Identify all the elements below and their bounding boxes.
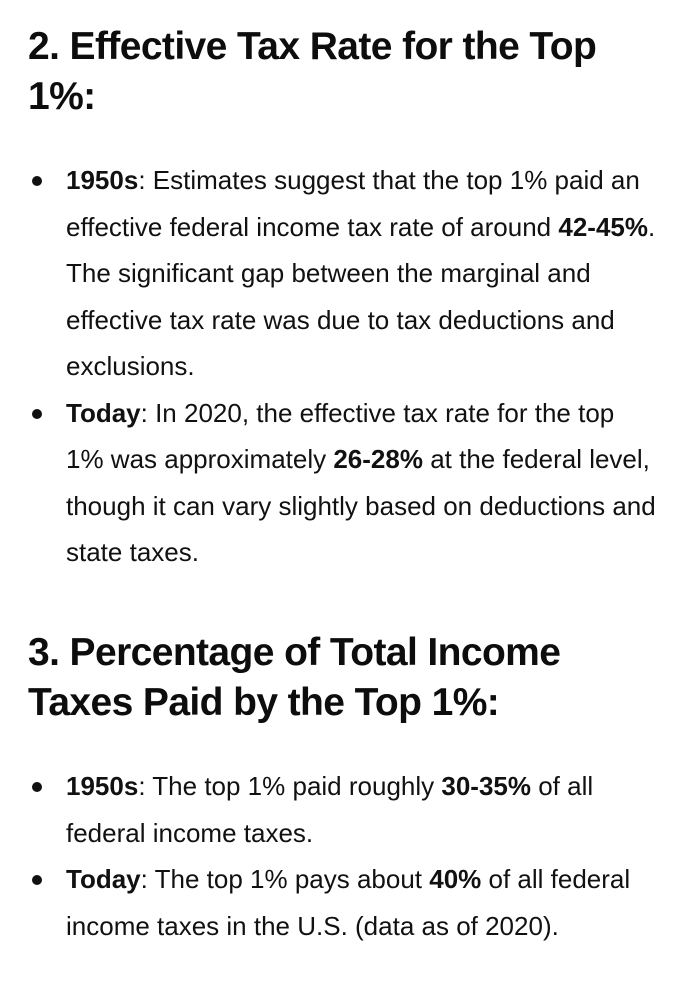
item-text: at the federal level, though it can vary slightly based on deductions and state taxes.	[66, 444, 656, 567]
item-highlight-value: 30-35%	[441, 771, 531, 801]
list-item-today-effective-rate	[0, 390, 656, 576]
bullet-icon	[32, 409, 42, 419]
item-text: : The top 1% pays about	[140, 864, 430, 894]
item-label: 1950s	[66, 771, 139, 801]
item-highlight-value: 40%	[429, 864, 482, 894]
item-text: . The significant gap between the marginal and effective tax rate was due to tax deductions and exclusions.	[66, 211, 656, 381]
item-text: of all federal income taxes.	[66, 771, 594, 848]
item-highlight-value: 42-45%	[558, 211, 648, 242]
bullet-icon	[32, 782, 42, 792]
list-item-1950s-share-paid	[0, 763, 656, 856]
item-text: : Estimates suggest that the top 1% paid an effective federal income tax rate of around	[66, 165, 640, 242]
item-text: : In 2020, the effective tax rate for the top 1% was approximately	[66, 397, 615, 474]
effective-tax-rate-list	[0, 157, 676, 576]
item-text: of all federal income taxes in the U.S. (data as of 2020).	[66, 864, 631, 941]
item-label: Today	[66, 864, 141, 894]
item-highlight-value: 26-28%	[333, 444, 423, 474]
section-heading-percentage-taxes-paid: 3. Percentage of Total Income Taxes Paid by the Top 1%:	[28, 631, 561, 724]
list-item-1950s-effective-rate	[0, 157, 656, 390]
list-item-today-share-paid	[0, 856, 656, 949]
bullet-icon	[32, 176, 42, 186]
bullet-icon	[32, 875, 42, 885]
section-heading-effective-tax-rate: 2. Effective Tax Rate for the Top 1%:	[28, 25, 597, 118]
item-label: 1950s	[66, 165, 139, 195]
percentage-taxes-paid-list	[0, 763, 676, 949]
item-text: : The top 1% paid roughly	[138, 771, 442, 801]
item-label: Today	[66, 397, 141, 428]
